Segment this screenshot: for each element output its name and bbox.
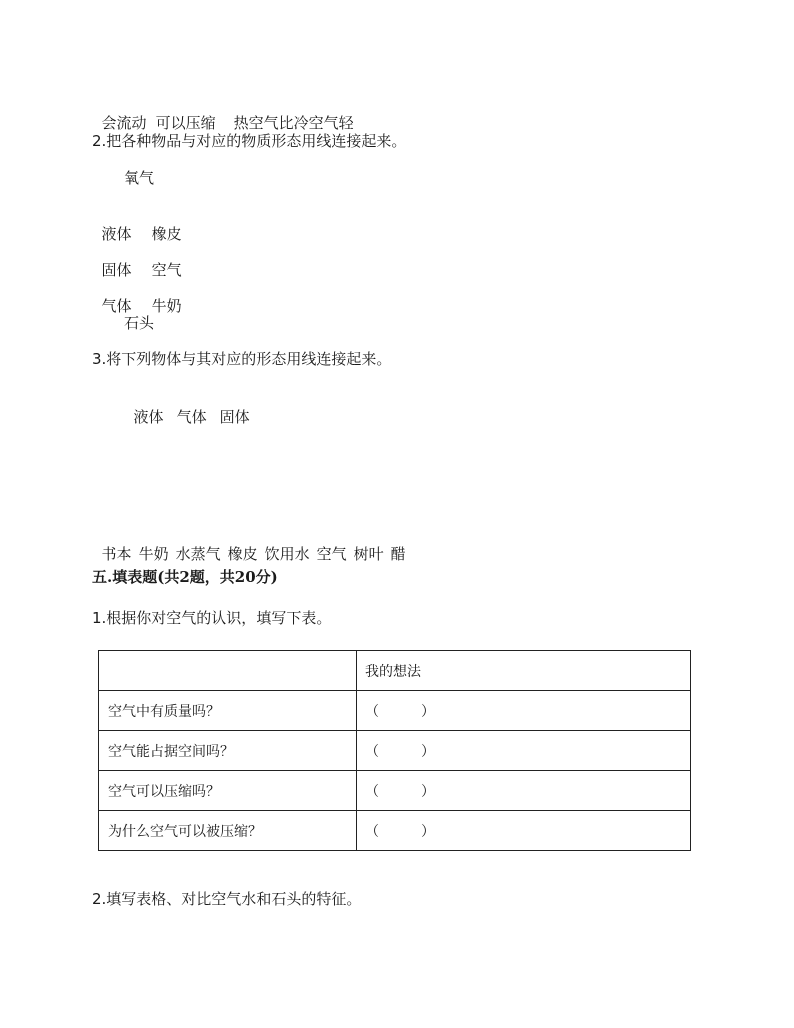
object-eraser: 橡皮 bbox=[227, 545, 258, 563]
object-book: 书本 bbox=[101, 545, 132, 563]
item-label: 橡皮 bbox=[151, 225, 182, 243]
section-5-q2-text: 2.填写表格、对比空气水和石头的特征。 bbox=[92, 890, 362, 908]
object-steam: 水蒸气 bbox=[175, 545, 221, 563]
object-vinegar: 醋 bbox=[390, 545, 406, 563]
table-header-my-thoughts: 我的想法 bbox=[357, 651, 691, 691]
section-5-q1-text: 1.根据你对空气的认识，填写下表。 bbox=[92, 609, 332, 627]
option-flow: 会流动 bbox=[101, 114, 147, 132]
table-header-row bbox=[99, 651, 691, 691]
table-answer-cell[interactable]: （ ） bbox=[357, 731, 691, 771]
question-3-text: 3.将下列物体与其对应的形态用线连接起来。 bbox=[92, 350, 392, 368]
option-compress: 可以压缩 bbox=[155, 114, 216, 132]
table-question-cell: 空气能占据空间吗？ bbox=[99, 731, 357, 771]
object-drinking-water: 饮用水 bbox=[264, 545, 310, 563]
object-air: 空气 bbox=[316, 545, 347, 563]
question-2-text: 2.把各种物品与对应的物质形态用线连接起来。 bbox=[92, 132, 407, 150]
answer-options-line bbox=[92, 93, 354, 133]
state-gas: 气体 bbox=[176, 408, 207, 426]
q2-item-stone: 石头 bbox=[124, 314, 155, 332]
table-question-cell: 空气中有质量吗？ bbox=[99, 691, 357, 731]
table-answer-cell[interactable]: （ ） bbox=[357, 811, 691, 851]
object-leaf: 树叶 bbox=[353, 545, 384, 563]
object-milk: 牛奶 bbox=[138, 545, 169, 563]
table-row bbox=[99, 691, 691, 731]
state-solid: 固体 bbox=[219, 408, 250, 426]
table-row bbox=[99, 811, 691, 851]
q3-states-row bbox=[124, 387, 250, 427]
table-answer-cell[interactable]: （ ） bbox=[357, 771, 691, 811]
q2-item-oxygen: 氧气 bbox=[124, 169, 155, 187]
state-label: 液体 bbox=[101, 225, 132, 243]
q3-objects-row bbox=[92, 524, 406, 564]
table-row bbox=[99, 771, 691, 811]
option-hot-air: 热空气比冷空气轻 bbox=[233, 114, 354, 132]
q2-row-gas bbox=[92, 276, 182, 316]
state-label: 气体 bbox=[101, 297, 132, 315]
item-label: 空气 bbox=[151, 261, 182, 279]
item-label: 牛奶 bbox=[151, 297, 182, 315]
table-answer-cell[interactable]: （ ） bbox=[357, 691, 691, 731]
table-header-empty bbox=[99, 651, 357, 691]
table-question-cell: 空气可以压缩吗？ bbox=[99, 771, 357, 811]
table-question-cell: 为什么空气可以被压缩？ bbox=[99, 811, 357, 851]
q2-row-liquid bbox=[92, 204, 182, 244]
state-liquid: 液体 bbox=[133, 408, 164, 426]
table-row bbox=[99, 731, 691, 771]
section-5-heading: 五.填表题(共2题，共20分) bbox=[92, 568, 278, 586]
state-label: 固体 bbox=[101, 261, 132, 279]
air-knowledge-table bbox=[98, 650, 691, 851]
q2-row-solid bbox=[92, 240, 182, 280]
